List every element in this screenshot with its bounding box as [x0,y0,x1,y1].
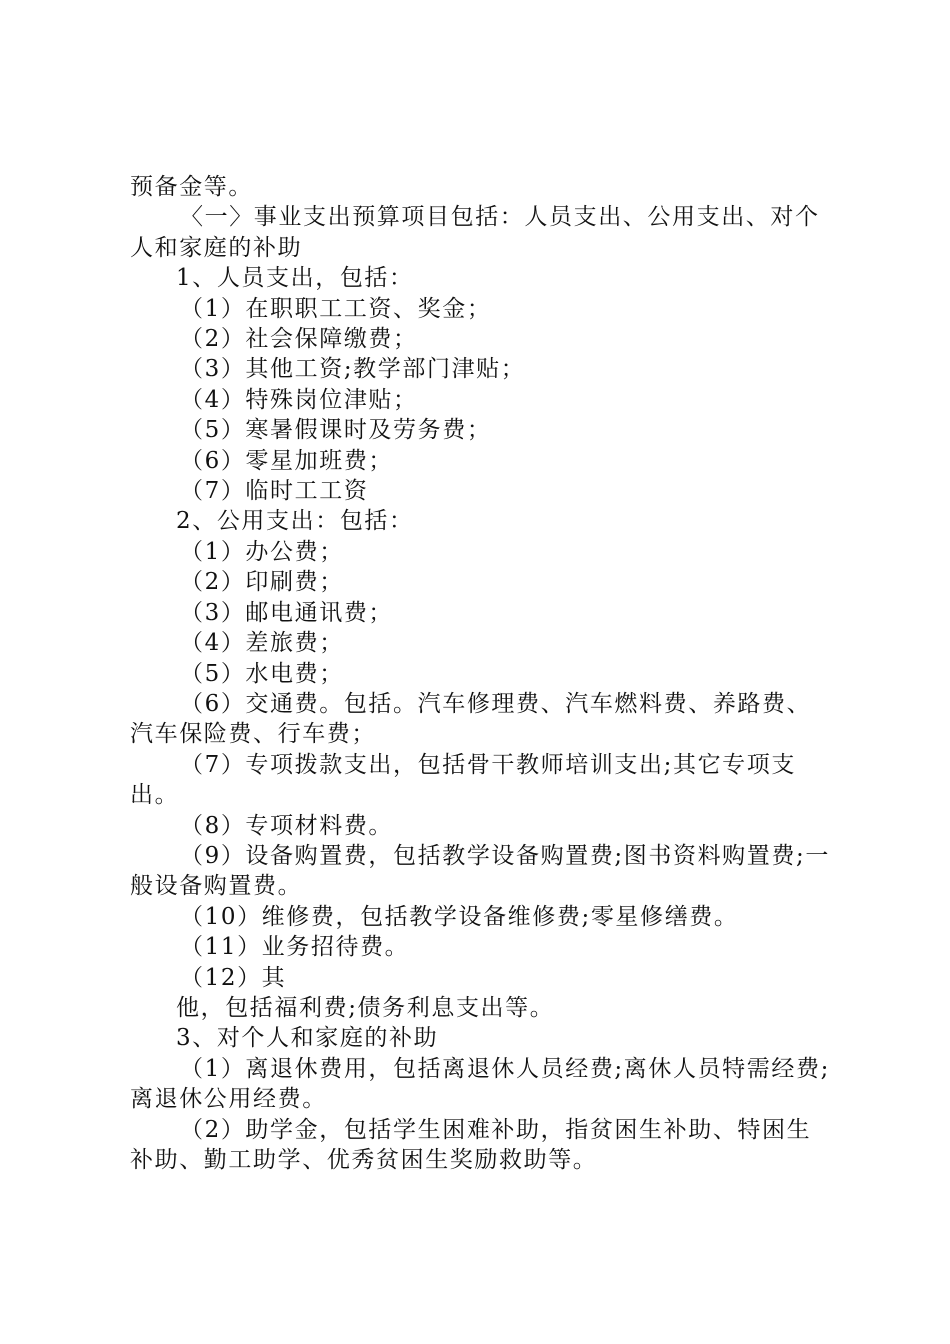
list-item: （1）办公费； [180,538,344,565]
list-item: （4）特殊岗位津贴； [180,386,418,413]
document-body [130,172,830,1175]
section-heading: 〈一〉事业支出预算项目包括：人员支出、公用支出、对个人和家庭的补助 [130,204,820,261]
list-item: （7）临时工工资 [180,478,369,505]
list-item: （7）专项拨款支出，包括骨干教师培训支出;其它专项支出。 [130,751,796,809]
subsection-heading: 2、公用支出：包括： [176,508,414,535]
list-item: （1）在职职工工资、奖金； [180,295,492,322]
subsection-heading: 3、对个人和家庭的补助 [176,1025,439,1052]
list-item: （3）邮电通讯费； [180,599,394,626]
paragraph-line: 预备金等。 [130,174,253,200]
list-item: （8）专项材料费。 [180,812,394,839]
paragraph-line: 他，包括福利费;债务利息支出等。 [176,994,555,1021]
list-item: （10）维修费，包括教学设备维修费;零星修缮费。 [180,903,739,930]
list-item: （5）寒暑假课时及劳务费； [180,417,492,444]
list-item: （6）零星加班费； [180,447,394,474]
list-item: （3）其他工资;教学部门津贴； [180,356,526,383]
list-item: （9）设备购置费，包括教学设备购置费;图书资料购置费;一般设备购置费。 [130,842,830,900]
list-item: （11）业务招待费。 [180,934,410,961]
list-item: （5）水电费； [180,660,344,687]
subsection-heading: 1、人员支出，包括： [176,265,414,292]
list-item: （2）印刷费； [180,569,344,596]
list-item: （12）其 [180,964,287,991]
list-item: （1）离退休费用，包括离退休人员经费;离休人员特需经费;离退休公用经费。 [130,1055,830,1113]
list-item: （6）交通费。包括。汽车修理费、汽车燃料费、养路费、汽车保险费、行车费； [130,690,812,748]
list-item: （4）差旅费； [180,630,344,657]
list-item: （2）社会保障缴费； [180,326,418,353]
list-item: （2）助学金，包括学生困难补助，指贫困生补助、特困生补助、勤工助学、优秀贫困生奖励救助等。 [130,1116,812,1173]
